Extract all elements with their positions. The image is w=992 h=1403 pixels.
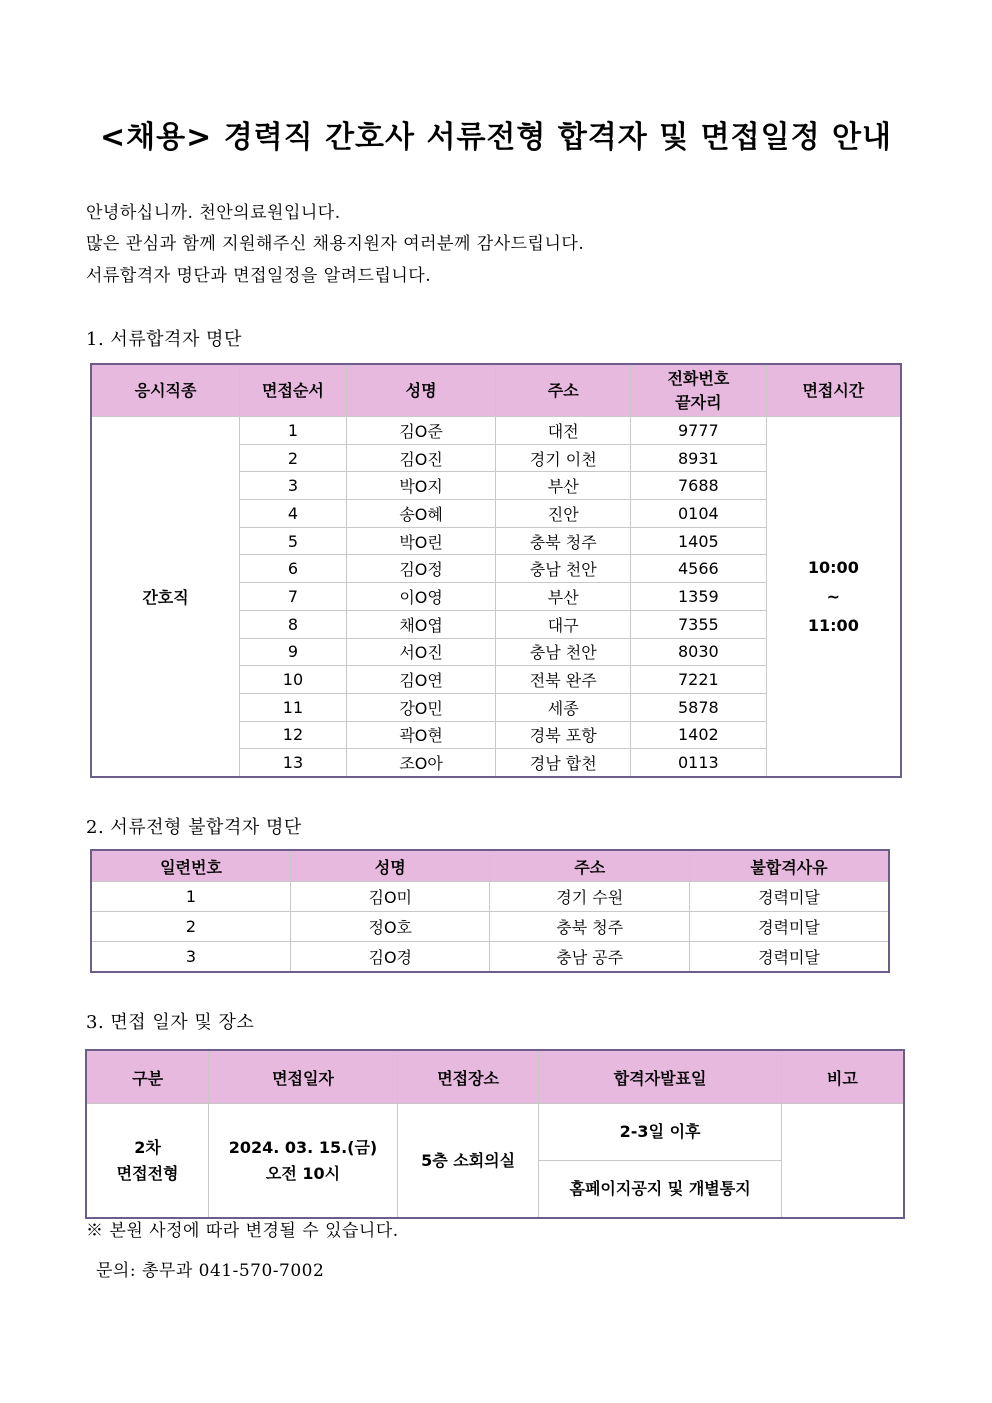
kind-line-1: 2차 bbox=[134, 1137, 161, 1157]
address-cell: 부산 bbox=[496, 583, 631, 611]
header-name: 성명 bbox=[346, 364, 496, 417]
address-cell: 대구 bbox=[496, 610, 631, 638]
serial-cell: 3 bbox=[91, 942, 291, 973]
name-cell: 강O민 bbox=[346, 693, 496, 721]
address-cell: 진안 bbox=[496, 500, 631, 528]
name-cell: 채O엽 bbox=[346, 610, 496, 638]
name-cell: 조O아 bbox=[346, 749, 496, 777]
reason-cell: 경력미달 bbox=[689, 882, 889, 912]
table-row bbox=[91, 882, 889, 912]
name-cell: 김O진 bbox=[346, 444, 496, 472]
phone-cell: 7221 bbox=[631, 666, 767, 694]
reason-cell: 경력미달 bbox=[689, 912, 889, 942]
section3-heading: 3. 면접 일자 및 장소 bbox=[86, 1012, 255, 1033]
address-cell: 대전 bbox=[496, 417, 631, 445]
time-end: 11:00 bbox=[807, 615, 859, 635]
address-cell: 경기 이천 bbox=[496, 444, 631, 472]
table-row bbox=[91, 942, 889, 973]
table-row bbox=[86, 1104, 904, 1161]
name-cell: 김O준 bbox=[346, 417, 496, 445]
phone-cell: 1402 bbox=[631, 721, 767, 749]
order-cell: 4 bbox=[240, 500, 347, 528]
address-cell: 충남 천안 bbox=[496, 555, 631, 583]
order-cell: 6 bbox=[240, 555, 347, 583]
name-cell: 이O영 bbox=[346, 583, 496, 611]
address-cell: 충남 공주 bbox=[490, 942, 689, 973]
name-cell: 박O린 bbox=[346, 527, 496, 555]
interview-time-cell bbox=[766, 417, 901, 777]
order-cell: 3 bbox=[240, 472, 347, 500]
table-header-row bbox=[91, 364, 901, 417]
header-address: 주소 bbox=[496, 364, 631, 417]
address-cell: 세종 bbox=[496, 693, 631, 721]
table-row bbox=[91, 417, 901, 445]
serial-cell: 2 bbox=[91, 912, 291, 942]
order-cell: 10 bbox=[240, 666, 347, 694]
name-cell: 정O호 bbox=[291, 912, 490, 942]
header-phone bbox=[631, 364, 767, 417]
header-serial: 일련번호 bbox=[91, 850, 291, 882]
notice-text: ※ 본원 사정에 따라 변경될 수 있습니다. bbox=[86, 1221, 399, 1241]
order-cell: 9 bbox=[240, 638, 347, 666]
address-cell: 충북 청주 bbox=[496, 527, 631, 555]
intro-line-2: 많은 관심과 함께 지원해주신 채용지원자 여러분께 감사드립니다. bbox=[86, 234, 585, 254]
header-time: 면접시간 bbox=[766, 364, 901, 417]
interview-schedule-table bbox=[85, 1049, 905, 1219]
header-date: 면접일자 bbox=[209, 1050, 398, 1104]
order-cell: 11 bbox=[240, 693, 347, 721]
header-announce: 합격자발표일 bbox=[539, 1050, 781, 1104]
phone-cell: 7355 bbox=[631, 610, 767, 638]
time-separator: ~ bbox=[826, 586, 841, 606]
name-cell: 김O미 bbox=[291, 882, 490, 912]
phone-cell: 4566 bbox=[631, 555, 767, 583]
header-kind: 구분 bbox=[86, 1050, 209, 1104]
phone-cell: 8030 bbox=[631, 638, 767, 666]
header-remark: 비고 bbox=[781, 1050, 904, 1104]
intro-line-3: 서류합격자 명단과 면접일정을 알려드립니다. bbox=[86, 266, 432, 286]
kind-line-2: 면접전형 bbox=[116, 1163, 179, 1183]
header-place: 면접장소 bbox=[397, 1050, 539, 1104]
name-cell: 김O경 bbox=[291, 942, 490, 973]
order-cell: 12 bbox=[240, 721, 347, 749]
address-cell: 경북 포항 bbox=[496, 721, 631, 749]
kind-cell bbox=[86, 1104, 209, 1219]
header-phone-line1: 전화번호 bbox=[667, 368, 730, 388]
phone-cell: 0113 bbox=[631, 749, 767, 777]
name-cell: 김O정 bbox=[346, 555, 496, 583]
announce-cell-2: 홈페이지공지 및 개별통지 bbox=[539, 1161, 781, 1219]
address-cell: 부산 bbox=[496, 472, 631, 500]
name-cell: 박O지 bbox=[346, 472, 496, 500]
order-cell: 2 bbox=[240, 444, 347, 472]
date-line-2: 오전 10시 bbox=[265, 1163, 341, 1183]
order-cell: 1 bbox=[240, 417, 347, 445]
section2-heading: 2. 서류전형 불합격자 명단 bbox=[86, 817, 302, 838]
header-order: 면접순서 bbox=[240, 364, 347, 417]
table-header-row bbox=[91, 850, 889, 882]
place-cell: 5층 소회의실 bbox=[397, 1104, 539, 1219]
page-title: <채용> 경력직 간호사 서류전형 합격자 및 면접일정 안내 bbox=[100, 120, 892, 155]
section1-heading: 1. 서류합격자 명단 bbox=[86, 329, 242, 350]
failed-applicants-table bbox=[90, 849, 890, 973]
passed-applicants-table bbox=[90, 363, 902, 778]
address-cell: 전북 완주 bbox=[496, 666, 631, 694]
name-cell: 송O혜 bbox=[346, 500, 496, 528]
contact-text: 문의: 총무과 041-570-7002 bbox=[96, 1261, 325, 1281]
date-line-1: 2024. 03. 15.(금) bbox=[228, 1137, 378, 1157]
table-row bbox=[91, 912, 889, 942]
address-cell: 충북 청주 bbox=[490, 912, 689, 942]
header-reason: 불합격사유 bbox=[689, 850, 889, 882]
address-cell: 충남 천안 bbox=[496, 638, 631, 666]
order-cell: 7 bbox=[240, 583, 347, 611]
header-job: 응시직종 bbox=[91, 364, 240, 417]
phone-cell: 1359 bbox=[631, 583, 767, 611]
phone-cell: 8931 bbox=[631, 444, 767, 472]
intro-line-1: 안녕하십니까. 천안의료원입니다. bbox=[86, 203, 341, 223]
serial-cell: 1 bbox=[91, 882, 291, 912]
header-address: 주소 bbox=[490, 850, 689, 882]
announce-cell-1: 2-3일 이후 bbox=[539, 1104, 781, 1161]
phone-cell: 9777 bbox=[631, 417, 767, 445]
header-name: 성명 bbox=[291, 850, 490, 882]
address-cell: 경남 합천 bbox=[496, 749, 631, 777]
time-start: 10:00 bbox=[807, 557, 859, 577]
address-cell: 경기 수원 bbox=[490, 882, 689, 912]
job-cell: 간호직 bbox=[91, 417, 240, 777]
order-cell: 13 bbox=[240, 749, 347, 777]
phone-cell: 1405 bbox=[631, 527, 767, 555]
order-cell: 8 bbox=[240, 610, 347, 638]
remark-cell bbox=[781, 1104, 904, 1219]
name-cell: 김O연 bbox=[346, 666, 496, 694]
phone-cell: 5878 bbox=[631, 693, 767, 721]
reason-cell: 경력미달 bbox=[689, 942, 889, 973]
phone-cell: 7688 bbox=[631, 472, 767, 500]
name-cell: 곽O현 bbox=[346, 721, 496, 749]
name-cell: 서O진 bbox=[346, 638, 496, 666]
phone-cell: 0104 bbox=[631, 500, 767, 528]
table-header-row bbox=[86, 1050, 904, 1104]
header-phone-line2: 끝자리 bbox=[675, 392, 722, 412]
date-cell bbox=[209, 1104, 398, 1219]
order-cell: 5 bbox=[240, 527, 347, 555]
